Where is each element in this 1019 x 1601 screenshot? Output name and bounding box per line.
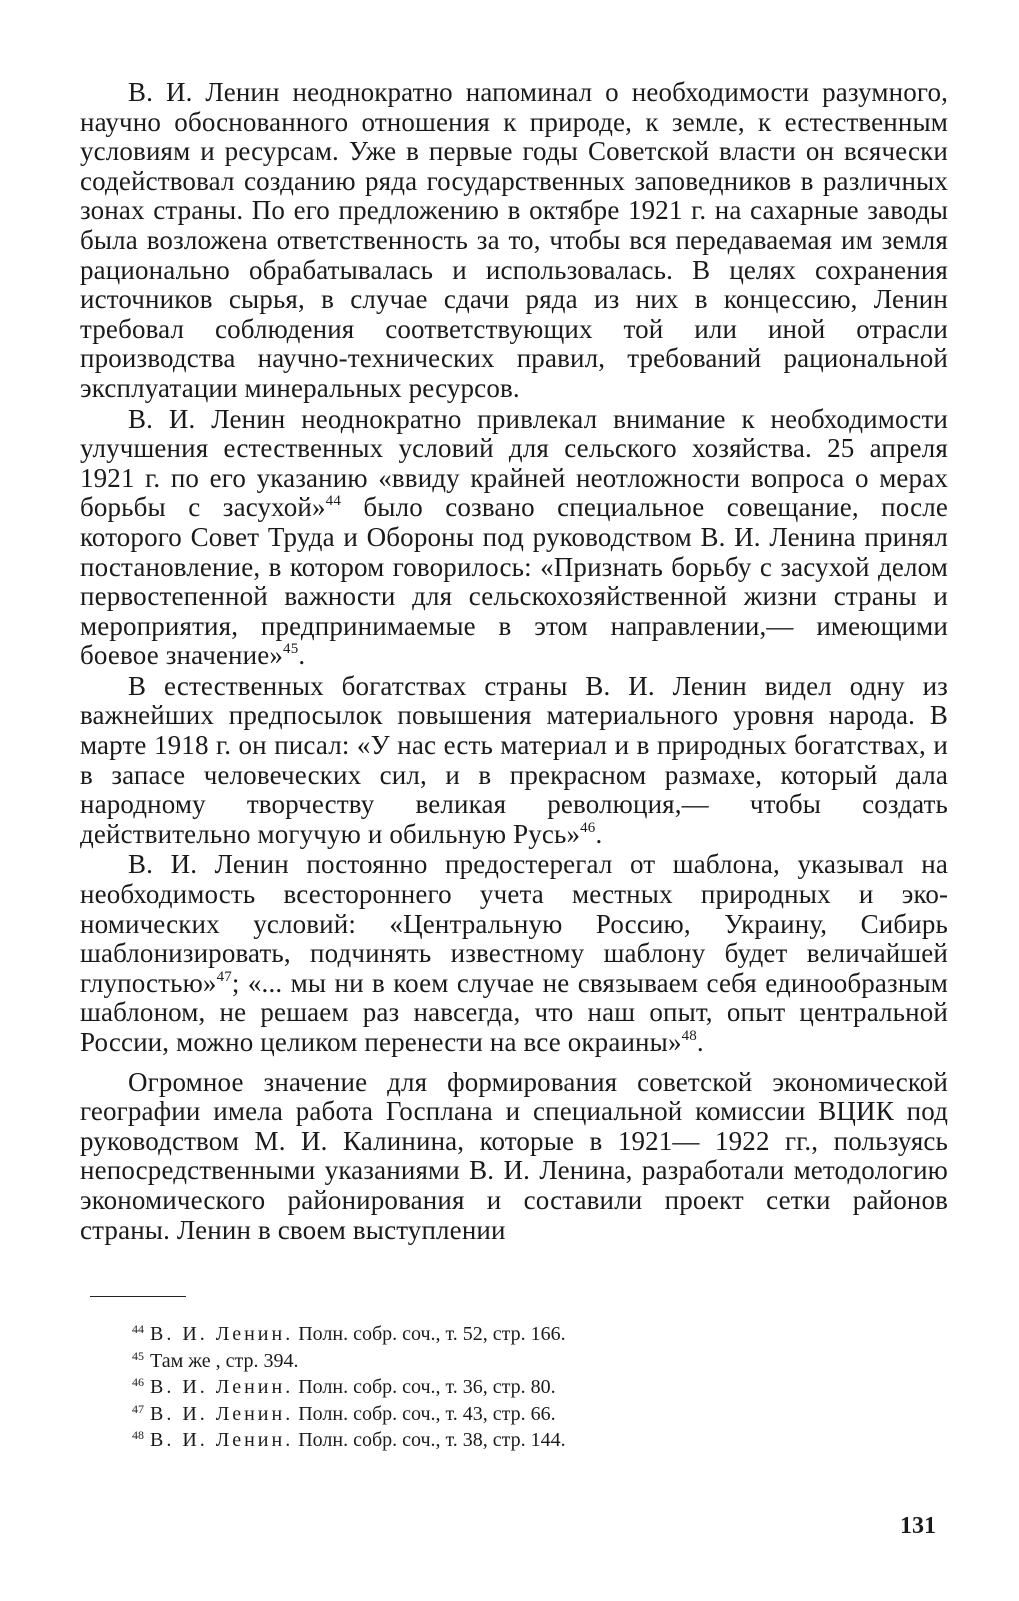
page-body	[80, 78, 948, 1245]
footnote-ref: 47	[216, 968, 232, 985]
paragraph-text: .	[595, 818, 603, 849]
paragraph-text: В естественных богатствах страны В. И. Ленин видел одну из важнейших предпосылок повышения материального уровня народа. В марте 1918 г. он писал: «У нас есть материал и в природных богатствах, и в запасе человеческих сил, и в прекрасном размахе, который дала народному творчеству великая революция,— чтобы создать действительно могучую и обильную Русь»	[80, 670, 948, 849]
paragraph-text: было созвано специальное совещание, после которого Совет Труда и Обороны под руководством В. И. Ленина принял постановление, в котором говорилось: «Признать борьбу с засухой делом первостепенной важности для сельскохозяйственной жизни страны и мероприятия, предпринимаемые в этом направлении,— имеющими боевое значение»	[80, 492, 948, 671]
footnote-ref: 44	[325, 493, 341, 510]
paragraph	[80, 78, 948, 404]
paragraph-text: В. И. Ленин неоднократно напоминал о необходимости разумного, научно обоснованного отношения к природе, к земле, к естественным условиям и ресурсам. Уже в первые годы Советской власти он всячески содействовал созданию ряда государственных заповедников в различных зонах страны. По его предложению в октябре 1921 г. на сахарные заводы была возложена ответственность за то, чтобы вся передаваемая им земля рационально обрабатывалась и использовалась. В целях сохранения источников сырья, в случае сдачи ряда из них в концессию, Ленин требовал соблюдения соответствующих той или иной отрасли производства научно-технических правил, требований рациональной эксплуатации минеральных ресурсов.	[80, 77, 948, 403]
paragraph-text: ; «... мы ни в коем случае не связываем себя единообразным шаблоном, не решаем раз навсегда, что наш опыт, опыт центральной России, можно целиком перенести на все окраины»	[80, 967, 948, 1057]
footnotes	[132, 1322, 892, 1455]
footnote-divider	[90, 1296, 186, 1297]
footnote-ref: 46	[580, 819, 596, 836]
footnote	[132, 1402, 892, 1429]
footnote-citation: Там же , стр. 394.	[150, 1349, 299, 1372]
footnote-ref: 48	[681, 1028, 697, 1044]
footnote-number: 46	[132, 1375, 144, 1389]
paragraph-text: .	[298, 640, 306, 671]
main-text	[80, 78, 948, 1245]
footnote-number: 48	[132, 1428, 144, 1442]
footnote-citation: Полн. собр. соч., т. 36, стр. 80.	[293, 1376, 556, 1398]
footnote-author: В. И. Ленин.	[150, 1429, 294, 1451]
footnote	[132, 1428, 892, 1455]
paragraph	[80, 672, 948, 850]
footnote-number: 47	[132, 1401, 144, 1416]
footnote-author: В. И. Ленин.	[150, 1323, 294, 1345]
footnote	[132, 1375, 892, 1402]
paragraph	[80, 405, 948, 671]
footnote-number: 45	[132, 1348, 144, 1363]
footnote-author: В. И. Ленин.	[150, 1402, 294, 1425]
paragraph-text: Огромное значение для формирования советской экономической географии имела работа Госплана и специальной комиссии ВЦИК под руководством М. И. Калинина, которые в 1921— 1922 гг., пользуясь непосредственными указаниями В. И. Ленина, разработали методологию экономического районирования и составили проект сетки районов страны. Ленин в своем выступлении	[80, 1066, 948, 1245]
page-number: 131	[900, 1513, 936, 1539]
paragraph-text: .	[696, 1027, 704, 1057]
footnote-ref: 45	[283, 641, 299, 658]
paragraph-text: В. И. Ленин неоднократно привлекал внимание к необходимости улучшения естественных условий для сельского хозяйства. 25 апреля 1921 г. по его указанию «ввиду крайней неотложности вопроса о мерах борьбы с засухой»	[80, 403, 948, 523]
footnote-citation: Полн. собр. соч., т. 43, стр. 66.	[293, 1402, 556, 1425]
footnote-author: В. И. Ленин.	[150, 1376, 294, 1398]
paragraph	[80, 850, 948, 1057]
footnote-number: 44	[132, 1322, 144, 1336]
footnote	[132, 1349, 892, 1376]
footnote-citation: Полн. собр. соч., т. 38, стр. 144.	[293, 1429, 566, 1451]
paragraph-text: В. И. Ленин постоянно предостерегал от шаблона, указывал на необходимость всестороннего учета местных природных и экономических условий: «Центральную Россию, Украину, Сибирь шаблонизировать, подчинять известному шаблону будет величайшей глупостью»	[80, 849, 948, 998]
footnote	[132, 1322, 892, 1349]
paragraph	[80, 1068, 948, 1246]
footnote-citation: Полн. собр. соч., т. 52, стр. 166.	[293, 1323, 566, 1345]
